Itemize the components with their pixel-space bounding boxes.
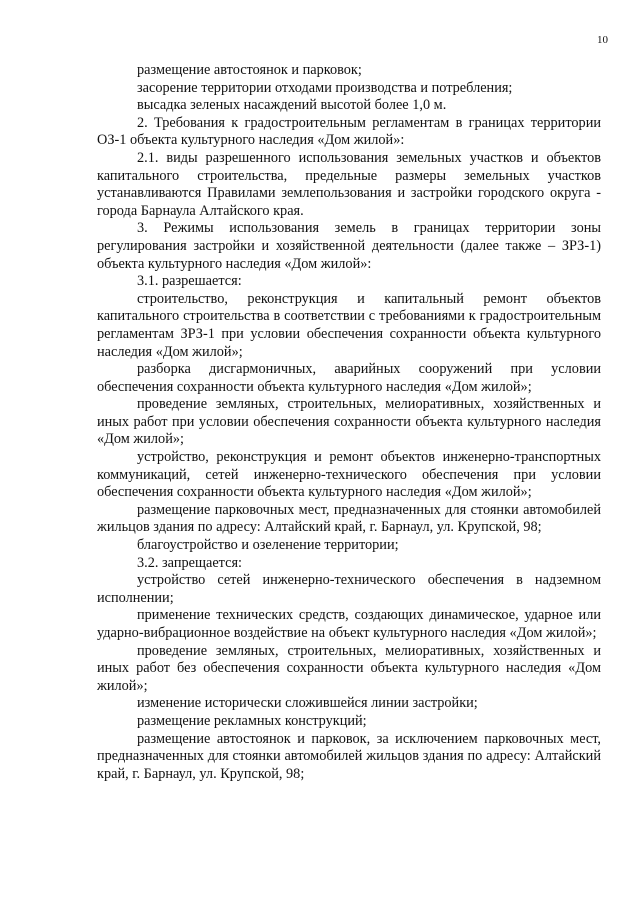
paragraph: размещение парковочных мест, предназначенных для стоянки автомобилей жильцов здания по адресу: Алтайский край, г. Барнаул, ул. Крупской, 98; [97,501,601,536]
page-number: 10 [597,34,608,46]
document-body [97,62,601,783]
paragraph: устройство, реконструкция и ремонт объектов инженерно-транспортных коммуникаций, сетей инженерно-технического обеспечения при условии обеспечения сохранности объекта культурного наследия «Дом жилой»; [97,449,601,501]
paragraph: разборка дисгармоничных, аварийных сооружений при условии обеспечения сохранности объекта культурного наследия «Дом жилой»; [97,361,601,395]
paragraph: высадка зеленых насаждений высотой более 1,0 м. [137,97,447,114]
paragraph: размещение рекламных конструкций; [137,712,367,729]
subsection-heading: 3.2. запрещается: [137,554,242,571]
paragraph: благоустройство и озеленение территории; [137,537,399,554]
paragraph: проведение земляных, строительных, мелиоративных, хозяйственных и иных работ при условии обеспечения сохранности объекта культурного наследия «Дом жилой»; [97,396,601,448]
section-heading: 2. Требования к градостроительным регламентам в границах территории ОЗ-1 объекта культурного наследия «Дом жилой»: [97,114,601,149]
paragraph: размещение автостоянок и парковок; [137,62,362,78]
subsection-heading: 3.1. разрешается: [137,273,242,290]
paragraph: размещение автостоянок и парковок, за исключением парковочных мест, предназначенных для стоянки автомобилей жильцов здания по адресу: Алтайский край, г. Барнаул, ул. Крупской, 98; [97,730,601,782]
paragraph: засорение территории отходами производства и потребления; [137,79,513,96]
section-heading: 3. Режимы использования земель в границах территории зоны регулирования застройки и хозяйственной деятельности (далее также – ЗРЗ-1) объекта культурного наследия «Дом жилой»: [97,220,601,272]
paragraph: применение технических средств, создающих динамическое, ударное или ударно-вибрационное воздействие на объект культурного наследия «Дом жилой»; [97,607,601,641]
paragraph: проведение земляных, строительных, мелиоративных, хозяйственных и иных работ без обеспечения сохранности объекта культурного наследия «Дом жилой»; [97,642,601,694]
paragraph: изменение исторически сложившейся линии застройки; [137,695,478,712]
paragraph: 2.1. виды разрешенного использования земельных участков и объектов капитального строительства, предельные размеры земельных участков устанавливаются Правилами землепользования и застройки городского округа - города Барнаула Алтайского края. [97,149,601,219]
paragraph: строительство, реконструкция и капитальный ремонт объектов капитального строительства в соответствии с требованиями к градостроительным регламентам ЗРЗ-1 при условии обеспечения сохранности объекта культурного наследия «Дом жилой»; [97,290,601,360]
paragraph: устройство сетей инженерно-технического обеспечения в надземном исполнении; [97,572,601,606]
